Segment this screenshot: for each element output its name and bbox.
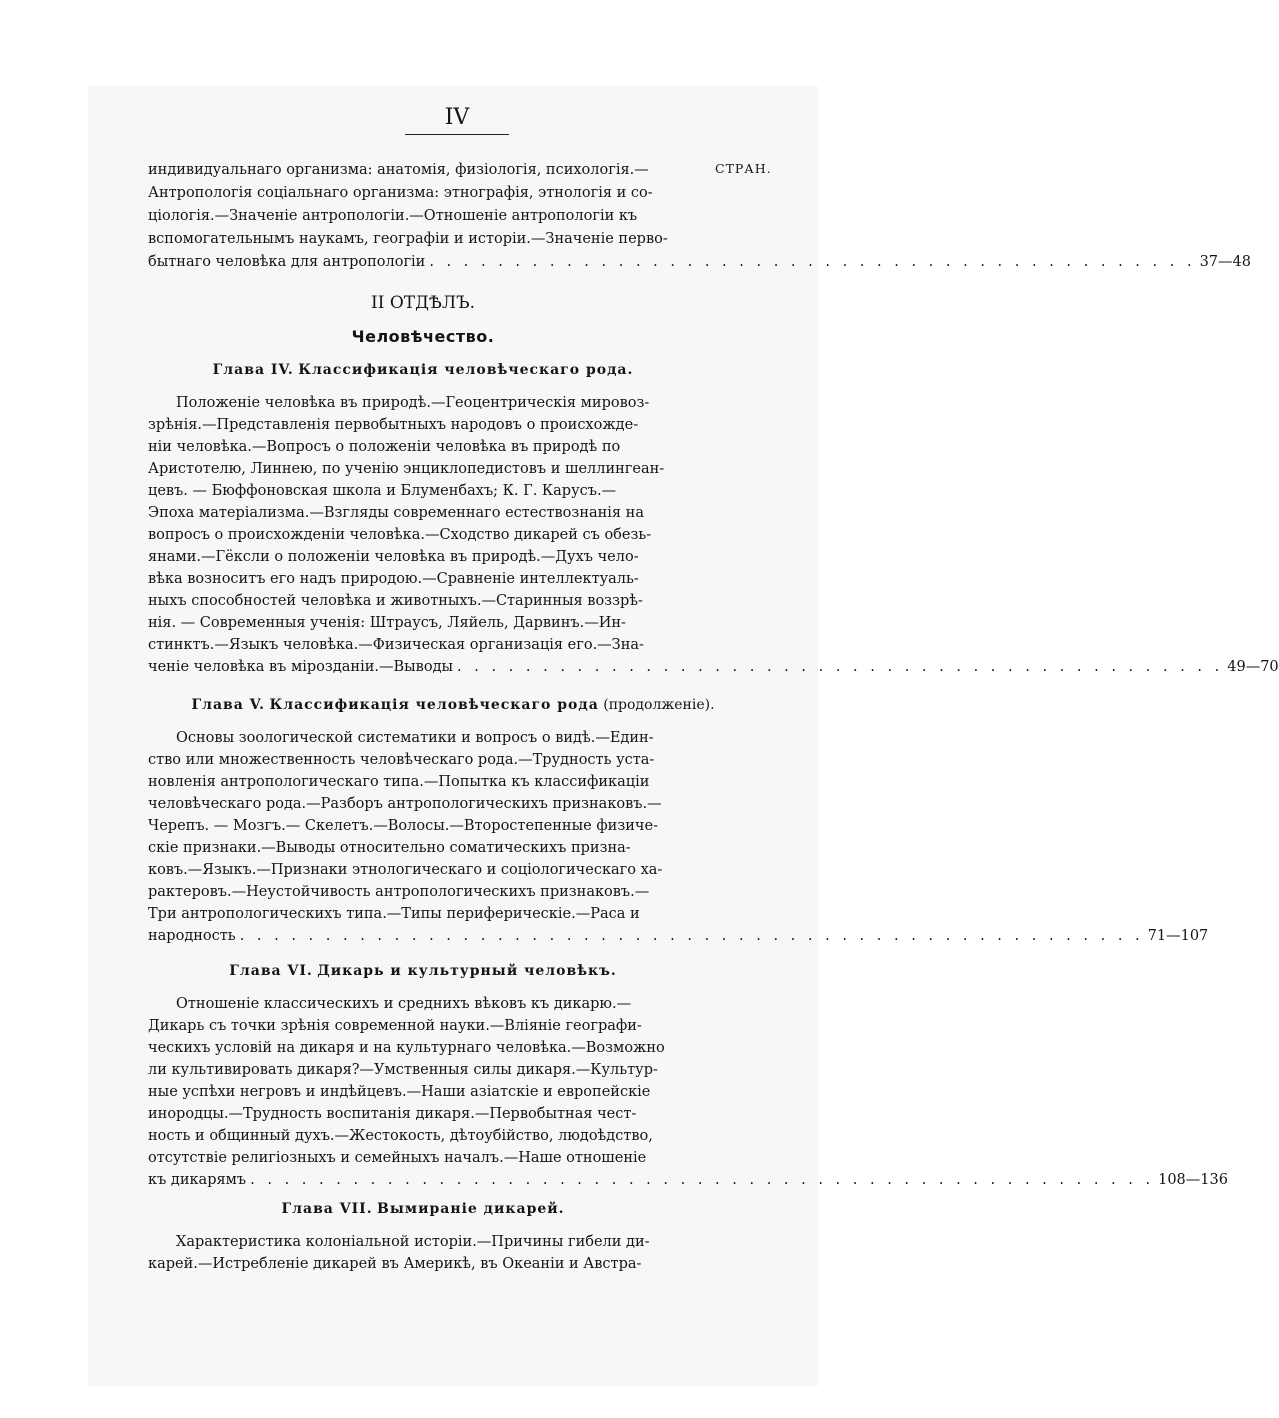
toc-last-line: ченіе человѣка въ мірозданіи.—Выводы . . . . . . . . . . . . . . . . . . . . . . . . . . . . . . . . . . . . . . . . . . . . . 49—70	[148, 656, 768, 678]
chapter-title: Классификація человѣческаго рода	[269, 697, 599, 713]
page-number: IV	[405, 104, 509, 135]
pages-column-label: СТРАН.	[715, 161, 772, 176]
toc-line: ковъ.—Языкъ.—Признаки этнологическаго и соціологическаго ха-	[148, 862, 663, 878]
toc-line: Положеніе человѣка въ природѣ.—Геоцентрическія мировоз-	[176, 395, 650, 411]
intro-last-line: бытнаго человѣка для антропологіи . . . . . . . . . . . . . . . . . . . . . . . . . . . . . . . . . . . . . . . . . . . . . 37—48	[148, 251, 768, 273]
intro-line: вспомогательнымъ наукамъ, географіи и исторіи.—Значеніе перво-	[148, 231, 668, 247]
toc-line: Черепъ. — Мозгъ.— Скелетъ.—Волосы.—Второстепенные физиче-	[148, 818, 658, 834]
chapter-label: Глава VI.	[229, 963, 313, 979]
toc-line: новленія антропологическаго типа.—Попытка къ классификаціи	[148, 774, 650, 790]
page-range: 71—107	[1147, 928, 1209, 944]
chapter-heading	[178, 695, 728, 715]
leader-dots: . . . . . . . . . . . . . . . . . . . . . . . . . . . . . . . . . . . . . . . . . . . . . . . . . . . . .	[250, 1172, 1155, 1188]
toc-line: стинктъ.—Языкъ человѣка.—Физическая организація его.—Зна-	[148, 637, 644, 653]
page-range: 49—70	[1227, 659, 1279, 675]
toc-line: ство или множественность человѣческаго рода.—Трудность уста-	[148, 752, 655, 768]
toc-line: скіе признаки.—Выводы относительно соматическихъ призна-	[148, 840, 631, 856]
toc-line: вопросъ о происхожденіи человѣка.—Сходство дикарей съ обезь-	[148, 527, 652, 543]
toc-line: ли культивировать дикаря?—Умственныя силы дикаря.—Культур-	[148, 1062, 658, 1078]
toc-line: вѣка возноситъ его надъ природою.—Сравненіе интеллектуаль-	[148, 571, 639, 587]
chapter-title: Дикарь и культурный человѣкъ.	[317, 963, 617, 979]
intro-line: ціологія.—Значеніе антропологіи.—Отношеніе антропологіи къ	[148, 208, 638, 224]
page-range: 37—48	[1199, 254, 1251, 270]
toc-line: Отношеніе классическихъ и среднихъ вѣковъ къ дикарю.—	[176, 996, 632, 1012]
toc-last-line: народность . . . . . . . . . . . . . . . . . . . . . . . . . . . . . . . . . . . . . . . . . . . . . . . . . . . . . 71—107	[148, 925, 768, 947]
toc-line: Основы зоологической систематики и вопросъ о видѣ.—Един-	[176, 730, 654, 746]
intro-line: Антропологія соціальнаго организма: этнографія, этнологія и со-	[148, 185, 653, 201]
toc-line: ные успѣхи негровъ и индѣйцевъ.—Наши азіатскіе и европейскіе	[148, 1084, 651, 1100]
toc-last-line: къ дикарямъ . . . . . . . . . . . . . . . . . . . . . . . . . . . . . . . . . . . . . . . . . . . . . . . . . . . . . 108—136	[148, 1169, 768, 1191]
chapter-heading	[148, 961, 698, 981]
toc-line: цевъ. — Бюффоновская школа и Блуменбахъ; К. Г. Карусъ.—	[148, 483, 617, 499]
toc-line: ніи человѣка.—Вопросъ о положеніи человѣка въ природѣ по	[148, 439, 621, 455]
chapter-title: Классификація человѣческаго рода.	[298, 362, 634, 378]
toc-line: нія. — Современныя ученія: Штраусъ, Ляйель, Дарвинъ.—Ин-	[148, 615, 626, 631]
toc-line: ныхъ способностей человѣка и животныхъ.—Старинныя воззрѣ-	[148, 593, 643, 609]
toc-line: ность и общинный духъ.—Жестокость, дѣтоубійство, людоѣдство,	[148, 1128, 653, 1144]
chapter-heading	[148, 360, 698, 380]
toc-line: Эпоха матеріализма.—Взгляды современнаго естествознанія на	[148, 505, 644, 521]
chapter-heading	[148, 1199, 698, 1219]
page-range: 108—136	[1158, 1172, 1228, 1188]
toc-line: карей.—Истребленіе дикарей въ Америкѣ, въ Океаніи и Австра-	[148, 1256, 642, 1272]
toc-line: зрѣнія.—Представленія первобытныхъ народовъ о происхожде-	[148, 417, 639, 433]
toc-line: Характеристика колоніальной исторіи.—Причины гибели ди-	[176, 1234, 650, 1250]
chapter-title: Вымираніе дикарей.	[377, 1201, 565, 1217]
toc-line: ческихъ условій на дикаря и на культурнаго человѣка.—Возможно	[148, 1040, 665, 1056]
toc-line: человѣческаго рода.—Разборъ антропологическихъ признаковъ.—	[148, 796, 662, 812]
toc-line: отсутствіе религіозныхъ и семейныхъ началъ.—Наше отношеніе	[148, 1150, 647, 1166]
leader-dots: . . . . . . . . . . . . . . . . . . . . . . . . . . . . . . . . . . . . . . . . . . . . .	[429, 254, 1196, 270]
leader-dots: . . . . . . . . . . . . . . . . . . . . . . . . . . . . . . . . . . . . . . . . . . . . .	[457, 659, 1224, 675]
leader-dots: . . . . . . . . . . . . . . . . . . . . . . . . . . . . . . . . . . . . . . . . . . . . . . . . . . . . .	[239, 928, 1144, 944]
toc-line: Аристотелю, Линнею, по ученію энциклопедистовъ и шеллингеан-	[148, 461, 665, 477]
toc-line: инородцы.—Трудность воспитанія дикаря.—Первобытная чест-	[148, 1106, 637, 1122]
toc-line: рактеровъ.—Неустойчивость антропологическихъ признаковъ.—	[148, 884, 650, 900]
toc-line: янами.—Гёксли о положеніи человѣка въ природѣ.—Духъ чело-	[148, 549, 639, 565]
section-subtitle: Человѣчество.	[351, 327, 495, 346]
toc-line: Три антропологическихъ типа.—Типы периферическіе.—Раса и	[148, 906, 640, 922]
intro-line: индивидуальнаго организма: анатомія, физіологія, психологія.—	[148, 162, 649, 178]
chapter-label: Глава IV.	[212, 362, 294, 378]
chapter-title-suffix: (продолженіе).	[603, 697, 715, 713]
toc-line: Дикарь съ точки зрѣнія современной науки.—Вліяніе географи-	[148, 1018, 642, 1034]
section-title: II ОТДѢЛЪ.	[371, 293, 475, 313]
chapter-label: Глава V.	[191, 697, 266, 713]
chapter-label: Глава VII.	[281, 1201, 373, 1217]
